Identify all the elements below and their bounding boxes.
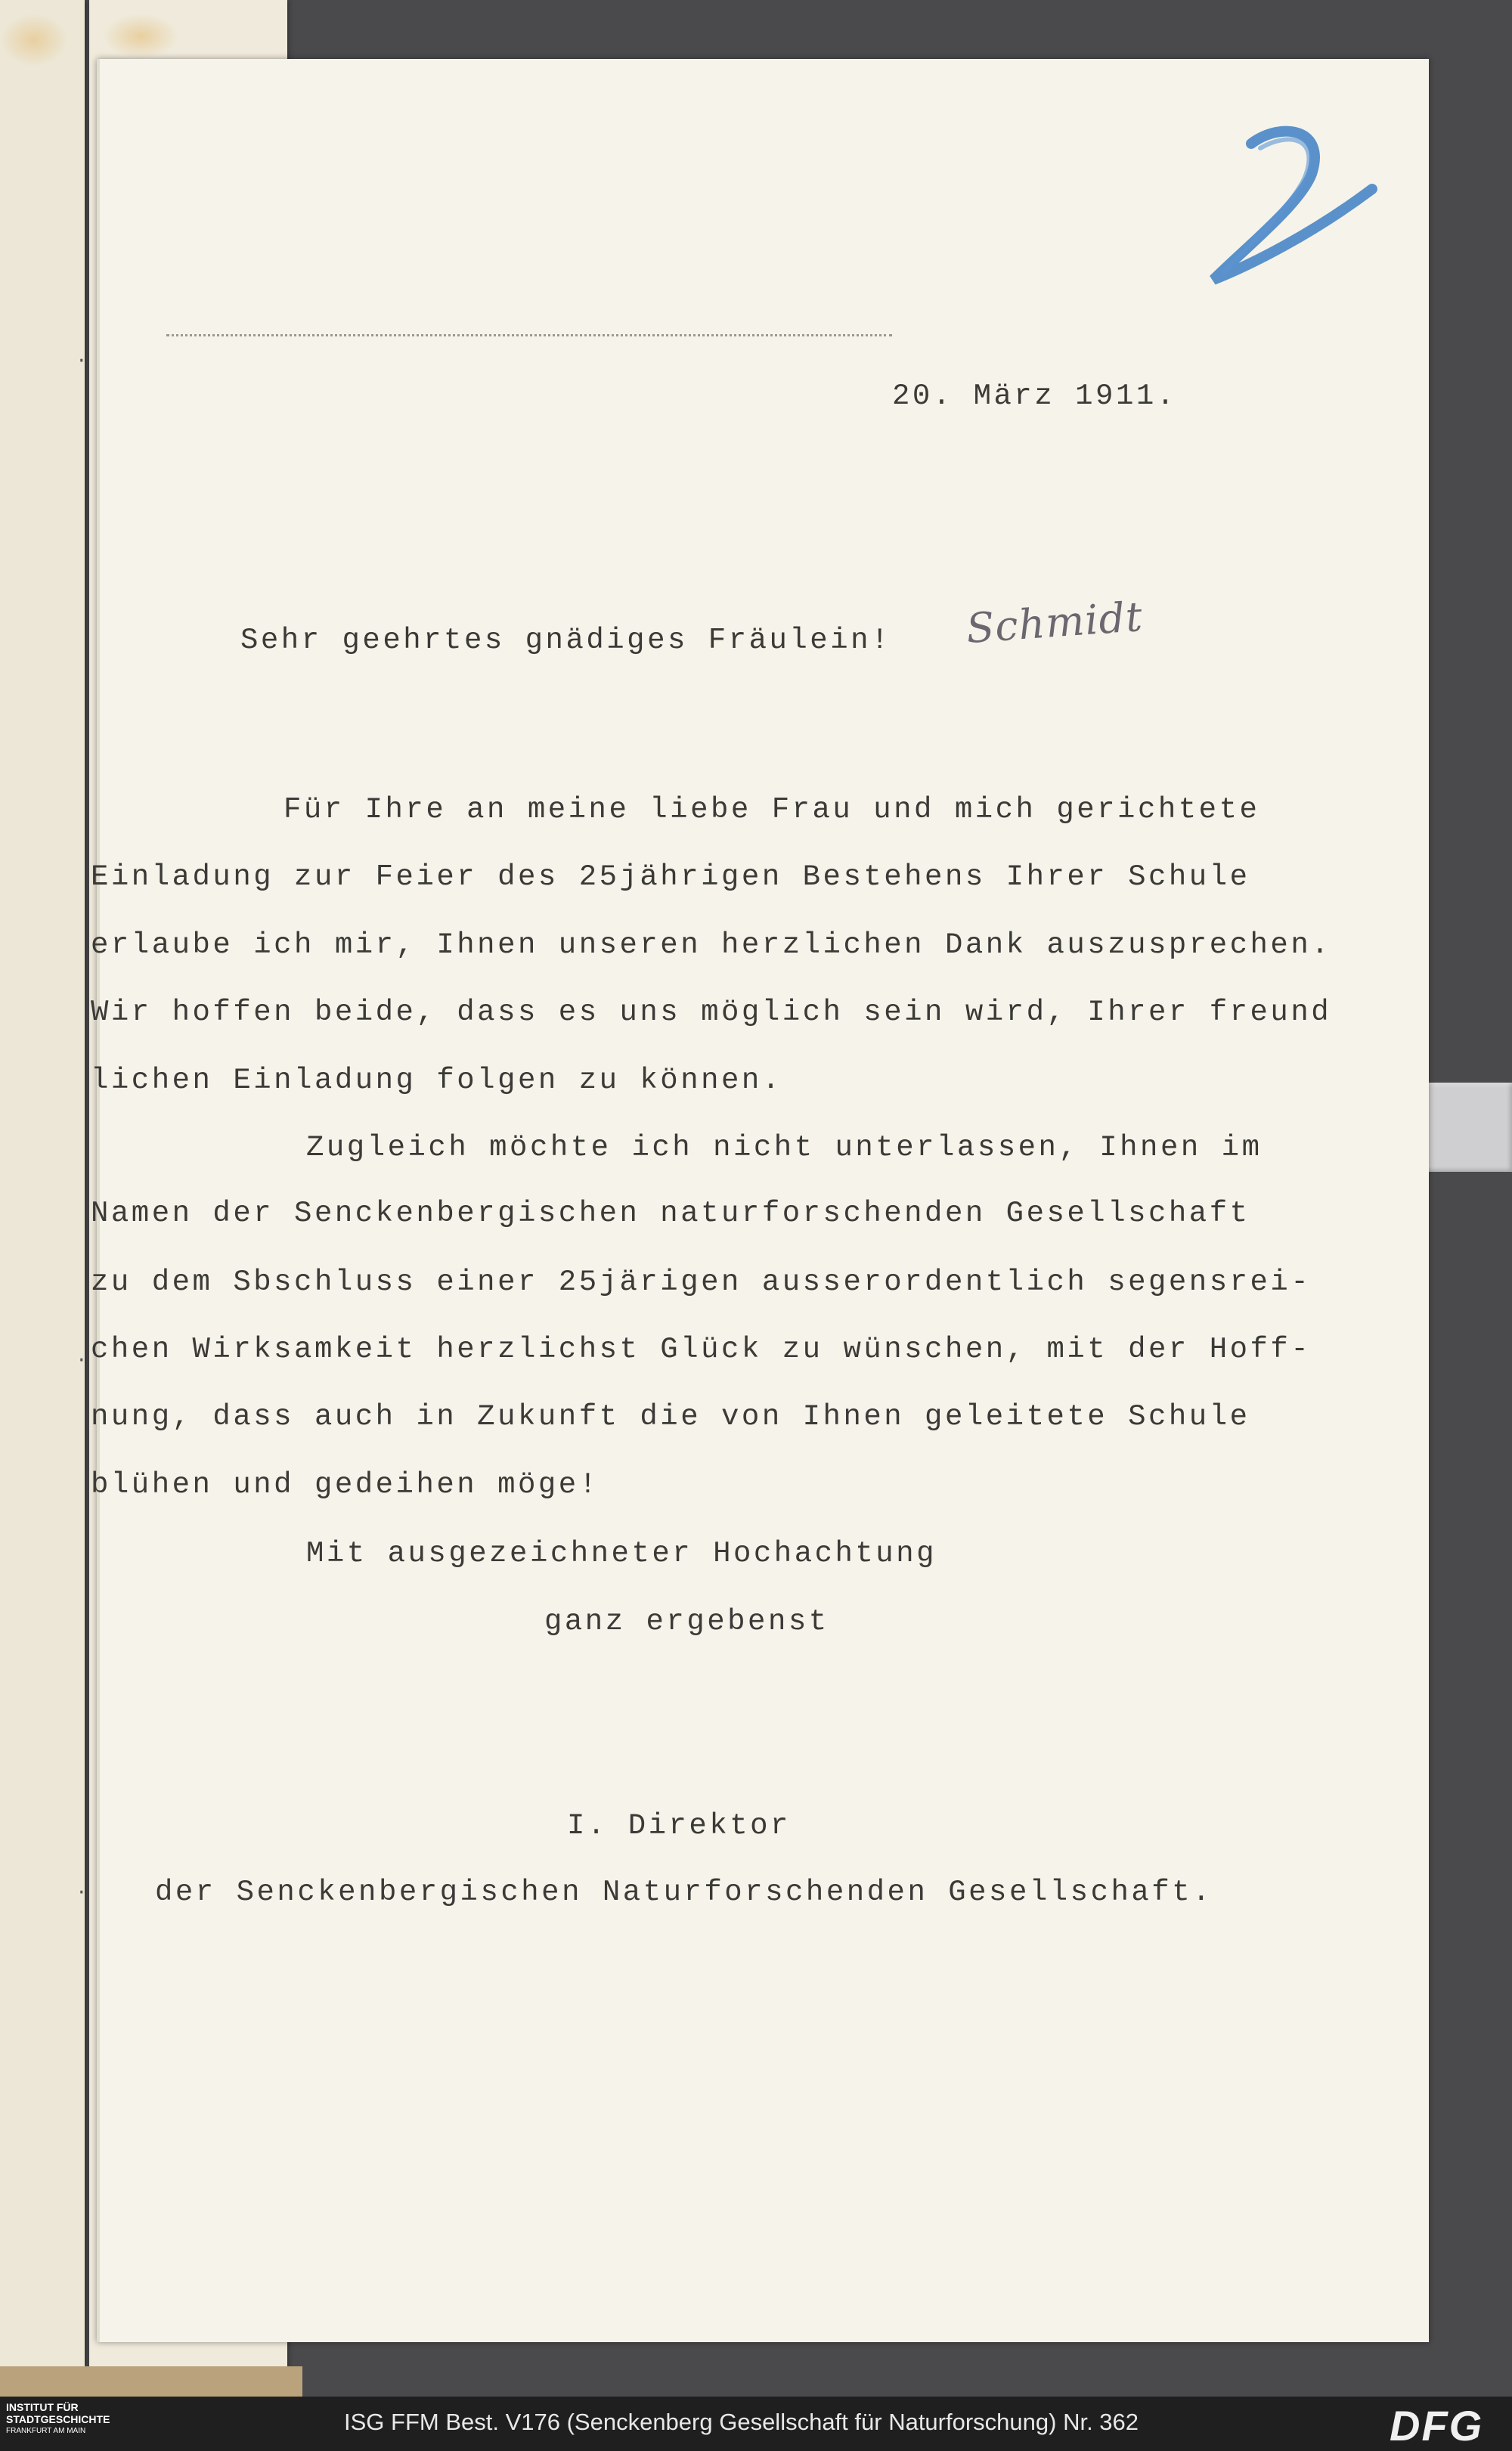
- letter-salutation: Sehr geehrtes gnädiges Fräulein!: [240, 624, 891, 657]
- institute-logo-line: STADTGESCHICHTE: [6, 2413, 110, 2425]
- margin-punch-mark: ·: [76, 1881, 88, 1904]
- archive-number-mark: [1191, 121, 1387, 302]
- body-line: nung, dass auch in Zukunft die von Ihnen geleitete Schule: [91, 1400, 1250, 1433]
- body-line: chen Wirksamkeit herzlichst Glück zu wünschen, mit der Hoff-: [91, 1333, 1312, 1366]
- body-line: blühen und gedeihen möge!: [91, 1468, 600, 1501]
- body-line: lichen Einladung folgen zu können.: [91, 1064, 782, 1097]
- body-line: Für Ihre an meine liebe Frau und mich gerichtete: [284, 793, 1260, 826]
- body-line: Einladung zur Feier des 25jährigen Bestehens Ihrer Schule: [91, 860, 1250, 894]
- body-line: erlaube ich mir, Ihnen unseren herzlichen Dank auszusprechen.: [91, 928, 1332, 962]
- body-line: Zugleich möchte ich nicht unterlassen, Ihnen im: [306, 1131, 1263, 1164]
- margin-punch-mark: ·: [76, 349, 88, 372]
- institute-logo-line: INSTITUT FÜR: [6, 2401, 79, 2413]
- body-line: Wir hoffen beide, dass es uns möglich sein wird, Ihrer freund: [91, 996, 1332, 1029]
- archive-caption: ISG FFM Best. V176 (Senckenberg Gesellschaft für Naturforschung) Nr. 362: [344, 2409, 1139, 2435]
- institute-logo: [6, 2401, 142, 2446]
- dfg-logo: DFG: [1390, 2402, 1484, 2449]
- closing-line: ganz ergebenst: [544, 1605, 829, 1638]
- signature-title: I. Direktor: [567, 1809, 791, 1842]
- signature-organization: der Senckenbergischen Naturforschenden Gesellschaft.: [155, 1876, 1213, 1909]
- folder-back-page: [0, 0, 85, 2366]
- salutation-annotation: Schmidt: [965, 592, 1145, 653]
- closing-line: Mit ausgezeichneter Hochachtung: [306, 1537, 937, 1570]
- institute-logo-subline: FRANKFURT AM MAIN: [6, 2427, 86, 2435]
- letterhead-rule: [166, 334, 892, 336]
- folder-edge: [0, 2366, 302, 2397]
- body-line: zu dem Sbschluss einer 25järigen ausserordentlich segensrei-: [91, 1266, 1312, 1299]
- body-line: Namen der Senckenbergischen naturforschenden Gesellschaft: [91, 1197, 1250, 1230]
- margin-punch-mark: ·: [76, 1349, 88, 1371]
- letter-date: 20. März 1911.: [892, 380, 1177, 413]
